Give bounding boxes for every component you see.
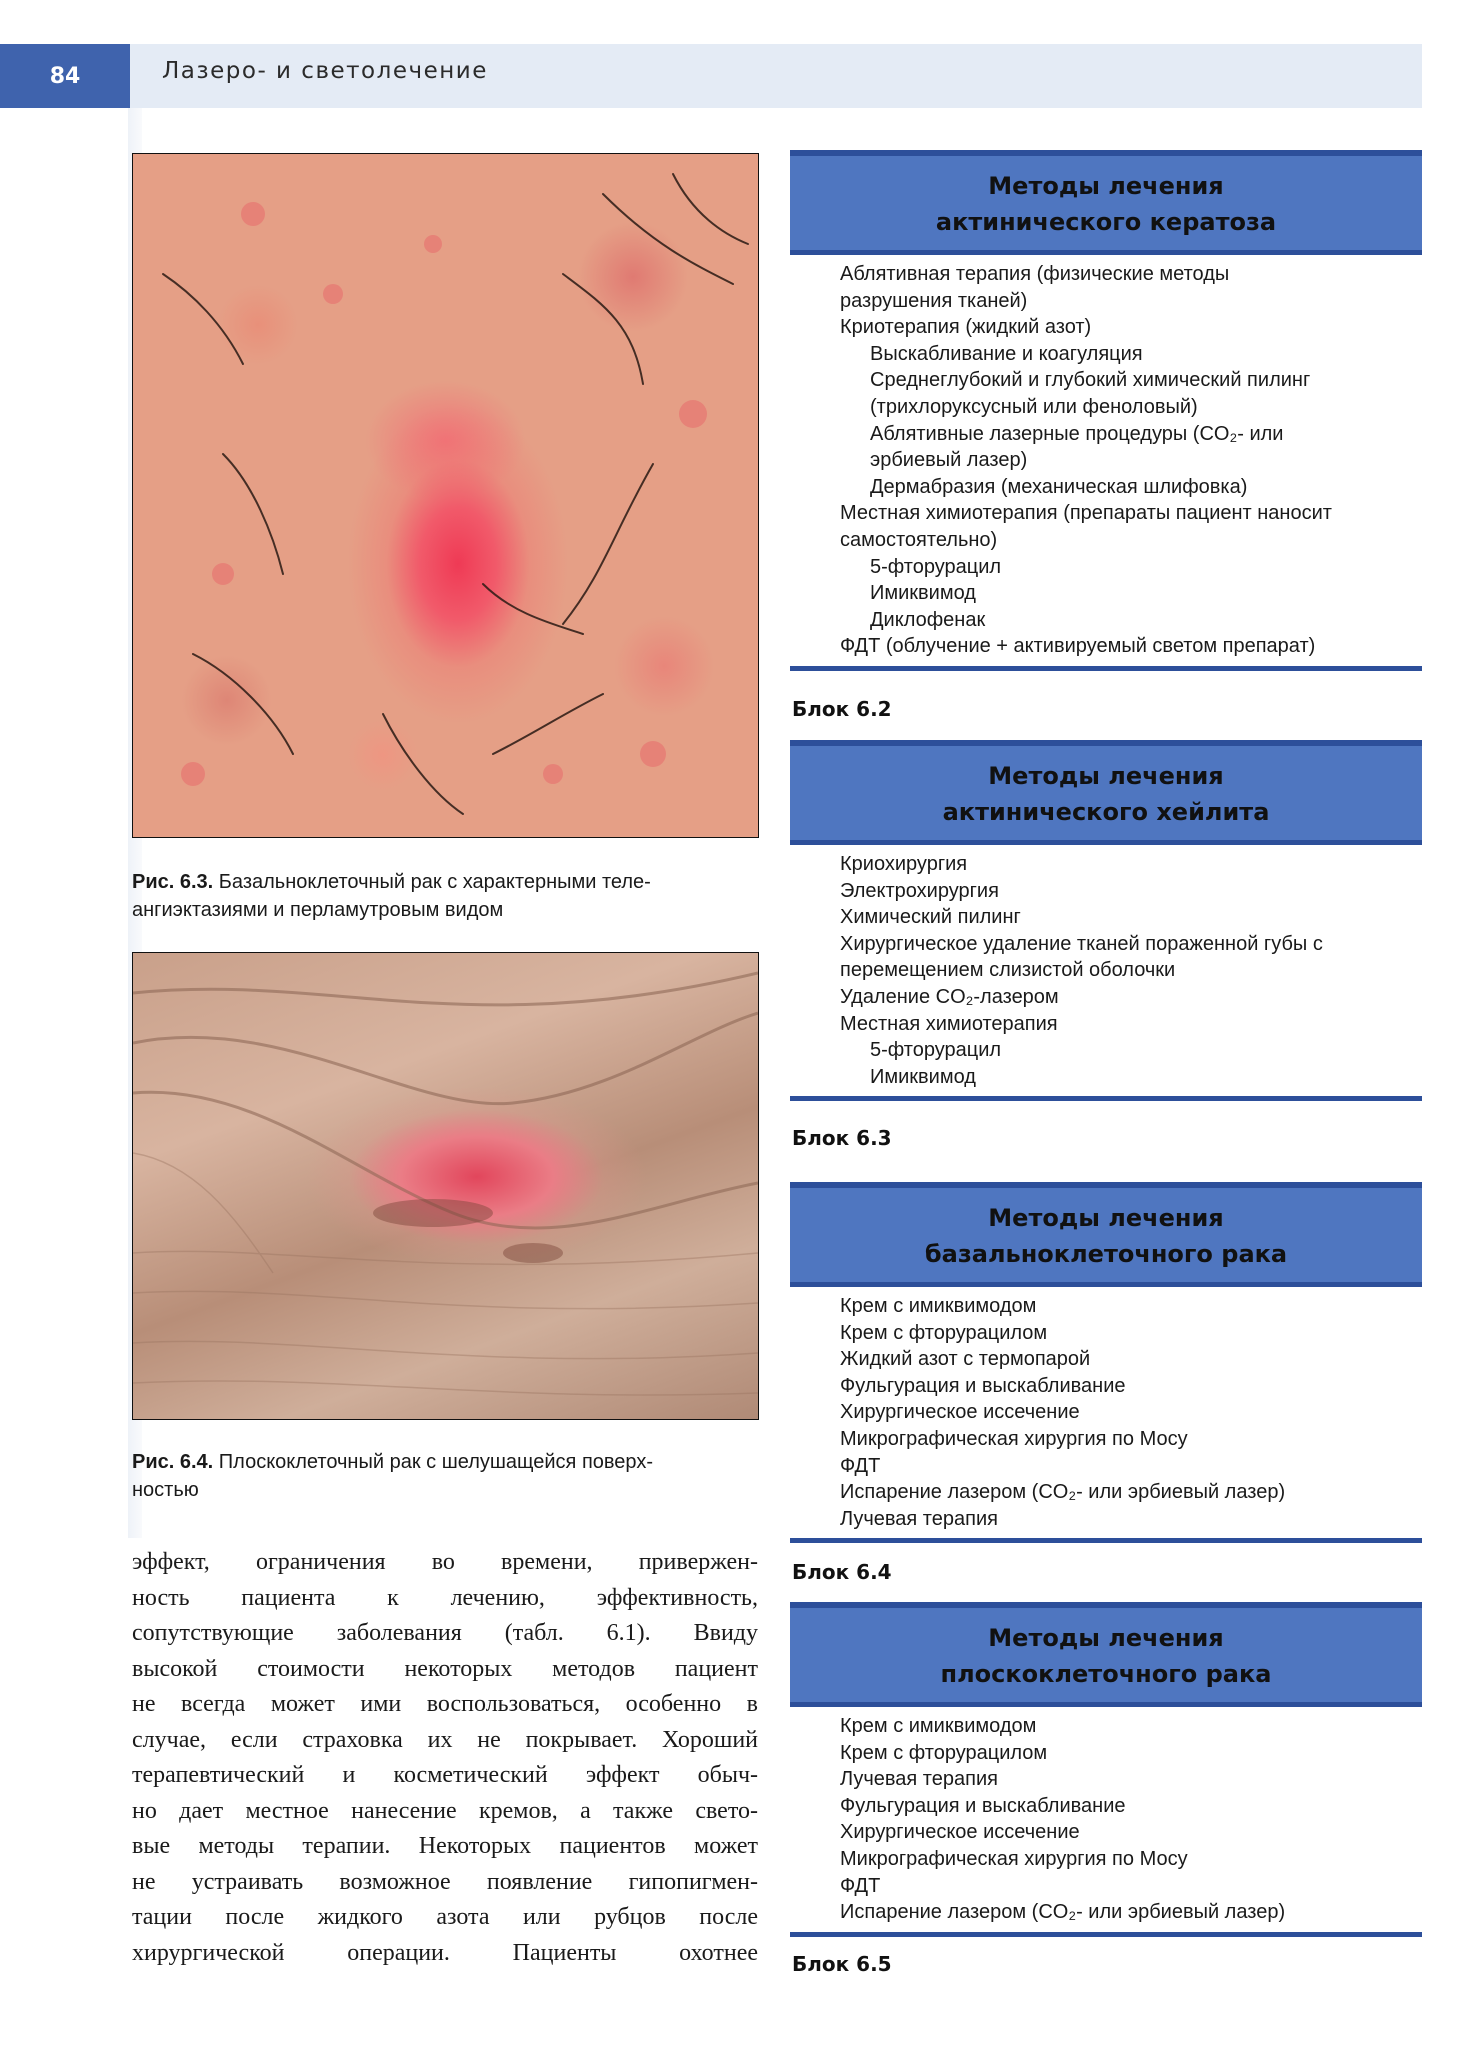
skin-hairs-graphic (133, 154, 758, 837)
box-list-item: ФДТ (облучение + активируемый светом препарат) (840, 635, 1316, 658)
box-list-item: Хирургическое иссечение (840, 1401, 1080, 1424)
box-title-line: Методы лечения (988, 1624, 1224, 1652)
body-line: хирургической операции. Пациенты охотнее (132, 1939, 758, 1966)
box-list-item: перемещением слизистой оболочки (840, 959, 1176, 982)
box-label: Блок 6.2 (792, 697, 892, 721)
body-line: сопутствующие заболевания (табл. 6.1). Ввиду (132, 1620, 758, 1646)
box-list-item: Фульгурация и выскабливание (840, 1374, 1126, 1397)
box-list-item: самостоятельно) (840, 528, 998, 551)
box-list-item: Крем с имиквимодом (840, 1715, 1037, 1737)
box-list-item: Хирургическое удаление тканей пораженной губы с (840, 932, 1323, 955)
caption-line: ангиэктазиями и перламутровым видом (132, 899, 504, 921)
box-list-item: Крем с фторурацилом (840, 1321, 1048, 1344)
figure-6-4-photo (132, 952, 759, 1420)
box-list-item: Лучевая терапия (840, 1768, 998, 1791)
box-list-item: Химический пилинг (840, 906, 1021, 929)
box-list-item: Местная химиотерапия (препараты пациент наносит (840, 502, 1332, 525)
caption-line: ностью (132, 1479, 199, 1501)
figure-6-3-caption (132, 868, 762, 924)
body-line: эффект, ограничения во времени, привержен- (132, 1549, 758, 1575)
figure-label: Рис. 6.3. (132, 871, 214, 893)
body-line: высокой стоимости некоторых методов пациент (132, 1655, 758, 1682)
box-list-item: эрбиевый лазер) (870, 449, 1028, 472)
caption-line: Базальноклеточный рак с характерными теле- (218, 871, 651, 893)
box-list-item: Криотерапия (жидкий азот) (840, 316, 1092, 339)
body-line: но дает местное нанесение кремов, а также свето- (132, 1797, 758, 1824)
box-title-line: Методы лечения (988, 762, 1224, 790)
box-title-line: плоскоклеточного рака (940, 1660, 1272, 1688)
figure-6-3-photo (132, 153, 759, 838)
box-list-item: Электрохирургия (840, 879, 999, 902)
figure-label: Рис. 6.4. (132, 1451, 214, 1473)
box-title-line: актинического хейлита (942, 798, 1270, 826)
box-list-item: Фульгурация и выскабливание (840, 1794, 1126, 1817)
page-number: 84 (0, 44, 130, 108)
body-line: вые методы терапии. Некоторых пациентов может (132, 1833, 758, 1859)
box-list-item: Аблятивные лазерные процедуры (CO₂- или (870, 422, 1284, 445)
body-line: не устраивать возможное появление гипопигмен- (132, 1868, 758, 1895)
box-title-line: актинического кератоза (935, 208, 1277, 236)
box-6-5 (790, 1602, 1422, 1937)
box-list-item: (трихлоруксусный или феноловый) (870, 395, 1198, 418)
figure-6-4-caption (132, 1448, 762, 1504)
caption-line: Плоскоклеточный рак с шелушащейся поверх- (218, 1451, 653, 1473)
box-label: Блок 6.3 (792, 1126, 892, 1150)
body-paragraph (132, 1545, 758, 1971)
box-list-item: Испарение лазером (CO₂- или эрбиевый лазер) (840, 1901, 1286, 1924)
box-list-item: Среднеглубокий и глубокий химический пилинг (870, 369, 1311, 392)
box-list-item: Лучевая терапия (840, 1507, 998, 1530)
box-list-item: Жидкий азот с термопарой (840, 1348, 1091, 1371)
body-line: случае, если страховка их не покрывает. Хороший (132, 1726, 758, 1753)
box-list-item: Испарение лазером (CO₂- или эрбиевый лазер) (840, 1481, 1286, 1504)
box-title (790, 1602, 1422, 1707)
box-list-item: Местная химиотерапия (840, 1012, 1058, 1035)
box-title (790, 150, 1422, 255)
box-list-item: разрушения тканей) (840, 289, 1028, 312)
box-list-item: Имиквимод (870, 582, 976, 605)
box-list (790, 845, 1422, 1101)
box-list-item: Микрографическая хирургия по Мосу (840, 1427, 1188, 1450)
box-list-item: Крем с фторурацилом (840, 1741, 1048, 1764)
box-list-item: Диклофенак (870, 608, 986, 631)
box-list-item: 5-фторурацил (870, 1039, 1002, 1062)
box-list-item: ФДТ (840, 1874, 881, 1897)
box-title-line: базальноклеточного рака (924, 1240, 1288, 1268)
body-line: тации после жидкого азота или рубцов после (132, 1904, 758, 1930)
box-list-item: Криохирургия (840, 853, 968, 875)
box-title (790, 1182, 1422, 1287)
box-list (790, 1707, 1422, 1937)
body-line: терапевтический и косметический эффект обыч- (132, 1762, 758, 1788)
box-list (790, 255, 1422, 671)
box-list (790, 1287, 1422, 1543)
box-list-item: ФДТ (840, 1454, 881, 1477)
box-list-item: 5-фторурацил (870, 555, 1002, 578)
box-list-item: Микрографическая хирургия по Мосу (840, 1847, 1188, 1870)
box-title-line: Методы лечения (988, 1204, 1224, 1232)
body-line: не всегда может ими воспользоваться, особенно в (132, 1691, 758, 1717)
running-title: Лазеро- и светолечение (162, 58, 488, 84)
box-6-3 (790, 740, 1422, 1101)
box-label: Блок 6.4 (792, 1560, 892, 1584)
box-6-4 (790, 1182, 1422, 1543)
box-list-item: Имиквимод (870, 1065, 976, 1088)
box-list-item: Дермабразия (механическая шлифовка) (870, 475, 1248, 498)
box-title-line: Методы лечения (988, 172, 1224, 200)
box-label: Блок 6.5 (792, 1952, 892, 1976)
box-list-item: Аблятивная терапия (физические методы (840, 263, 1230, 285)
box-list-item: Крем с имиквимодом (840, 1295, 1037, 1317)
body-line: ность пациента к лечению, эффективность, (132, 1584, 758, 1611)
skin-folds-graphic (133, 953, 758, 1419)
box-list-item: Хирургическое иссечение (840, 1821, 1080, 1844)
box-list-item: Удаление CO₂-лазером (840, 985, 1059, 1008)
box-title (790, 740, 1422, 845)
box-list-item: Выскабливание и коагуляция (870, 342, 1143, 365)
box-6-2 (790, 150, 1422, 671)
